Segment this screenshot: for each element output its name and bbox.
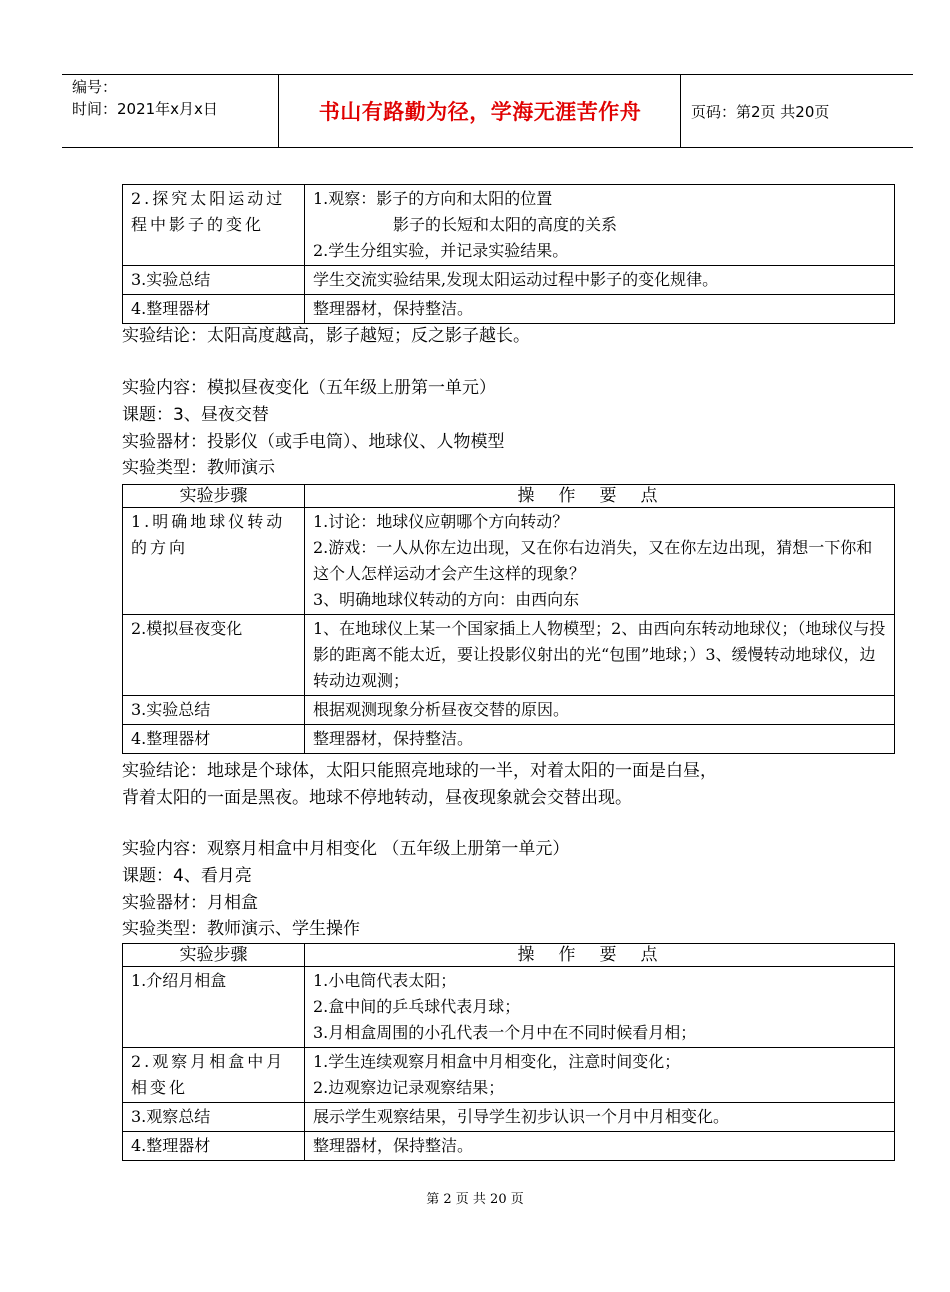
point-line: 影子的长短和太阳的高度的关系 xyxy=(393,215,618,234)
experiment-table-1 xyxy=(122,184,895,324)
point-line: 1.讨论：地球仪应朝哪个方向转动？ xyxy=(313,512,569,531)
col-header-points: 操作要点 xyxy=(305,944,895,967)
points-cell xyxy=(305,185,895,266)
step-cell: 4.整理器材 xyxy=(123,725,305,754)
header-meta xyxy=(62,75,279,147)
point-line: 2.边观察边记录观察结果； xyxy=(313,1078,505,1097)
time-label: 时间：2021年x月x日 xyxy=(72,100,218,118)
table-row xyxy=(123,1103,895,1132)
page-header xyxy=(62,74,913,148)
step-cell: 2.模拟昼夜变化 xyxy=(123,615,305,696)
points-cell xyxy=(305,1048,895,1103)
section3-equipment: 实验器材：月相盒 xyxy=(122,893,258,913)
points-cell: 展示学生观察结果，引导学生初步认识一个月中月相变化。 xyxy=(305,1103,895,1132)
point-line: 3、明确地球仪转动的方向：由西向东 xyxy=(313,590,580,609)
table-row xyxy=(123,725,895,754)
experiment-table-2 xyxy=(122,484,895,754)
number-label: 编号： xyxy=(72,78,118,96)
points-cell xyxy=(305,967,895,1048)
table-header-row xyxy=(123,485,895,508)
section3-topic: 课题：4、看月亮 xyxy=(122,866,252,886)
section2-type: 实验类型：教师演示 xyxy=(122,458,275,478)
points-cell: 1、在地球仪上某一个国家插上人物模型；2、由西向东转动地球仪；（地球仪与投影的距离不能太近，要让投影仪射出的光“包围”地球；）3、缓慢转动地球仪，边转动边观测； xyxy=(305,615,895,696)
table-row xyxy=(123,185,895,266)
points-cell: 学生交流实验结果,发现太阳运动过程中影子的变化规律。 xyxy=(305,266,895,295)
table-row xyxy=(123,967,895,1048)
points-cell xyxy=(305,508,895,615)
points-cell: 整理器材，保持整洁。 xyxy=(305,1132,895,1161)
step-cell: 2.探究太阳运动过程中影子的变化 xyxy=(123,185,305,266)
section2-content: 实验内容：模拟昼夜变化（五年级上册第一单元） xyxy=(122,378,496,398)
step-cell: 4.整理器材 xyxy=(123,1132,305,1161)
table-row xyxy=(123,1132,895,1161)
col-header-steps: 实验步骤 xyxy=(123,485,305,508)
conclusion-2-line2: 背着太阳的一面是黑夜。地球不停地转动，昼夜现象就会交替出现。 xyxy=(122,788,632,808)
header-motto: 书山有路勤为径，学海无涯苦作舟 xyxy=(280,75,681,147)
col-header-steps: 实验步骤 xyxy=(123,944,305,967)
section3-content: 实验内容：观察月相盒中月相变化 （五年级上册第一单元） xyxy=(122,839,570,859)
conclusion-1: 实验结论：太阳高度越高，影子越短；反之影子越长。 xyxy=(122,326,530,346)
table-row xyxy=(123,295,895,324)
experiment-table-3 xyxy=(122,943,895,1161)
point-line: 2.游戏：一人从你左边出现，又在你右边消失，又在你左边出现，猜想一下你和这个人怎样运动才会产生这样的现象？ xyxy=(313,538,873,583)
section2-topic: 课题：3、昼夜交替 xyxy=(122,405,269,425)
step-cell: 1.介绍月相盒 xyxy=(123,967,305,1048)
table-row xyxy=(123,1048,895,1103)
point-line: 1.观察：影子的方向和太阳的位置 xyxy=(313,189,553,208)
point-line: 1.学生连续观察月相盒中月相变化，注意时间变化； xyxy=(313,1052,681,1071)
step-cell: 3.实验总结 xyxy=(123,696,305,725)
col-header-points: 操作要点 xyxy=(305,485,895,508)
points-cell: 根据观测现象分析昼夜交替的原因。 xyxy=(305,696,895,725)
points-cell: 整理器材，保持整洁。 xyxy=(305,725,895,754)
point-line: 1.小电筒代表太阳； xyxy=(313,971,457,990)
point-line: 3.月相盒周围的小孔代表一个月中在不同时候看月相； xyxy=(313,1023,697,1042)
table-row xyxy=(123,615,895,696)
point-line: 2.盒中间的乒乓球代表月球； xyxy=(313,997,521,1016)
step-cell: 2.观察月相盒中月相变化 xyxy=(123,1048,305,1103)
section2-equipment: 实验器材：投影仪（或手电筒）、地球仪、人物模型 xyxy=(122,432,505,452)
section3-type: 实验类型：教师演示、学生操作 xyxy=(122,919,360,939)
table-row xyxy=(123,508,895,615)
step-cell: 3.观察总结 xyxy=(123,1103,305,1132)
step-cell: 4.整理器材 xyxy=(123,295,305,324)
header-page-info: 页码：第2页 共20页 xyxy=(691,102,830,121)
point-line: 2.学生分组实验，并记录实验结果。 xyxy=(313,241,569,260)
page-footer: 第 2 页 共 20 页 xyxy=(426,1192,524,1207)
step-cell: 3.实验总结 xyxy=(123,266,305,295)
points-cell: 整理器材，保持整洁。 xyxy=(305,295,895,324)
step-cell: 1.明确地球仪转动的方向 xyxy=(123,508,305,615)
table-row xyxy=(123,266,895,295)
table-row xyxy=(123,696,895,725)
conclusion-2-line1: 实验结论：地球是个球体，太阳只能照亮地球的一半，对着太阳的一面是白昼， xyxy=(122,761,717,781)
table-header-row xyxy=(123,944,895,967)
